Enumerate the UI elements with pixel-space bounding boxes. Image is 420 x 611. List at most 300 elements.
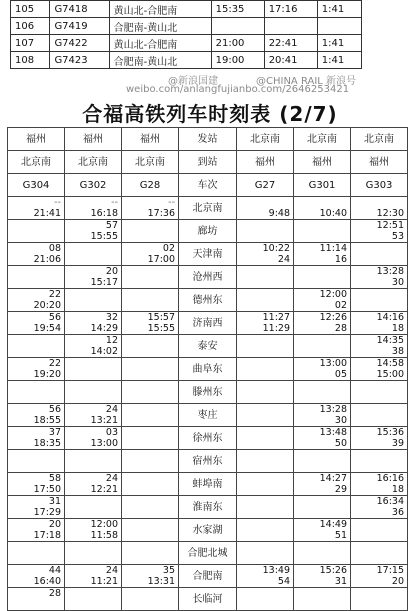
time-arrival xyxy=(240,266,290,277)
time-departure: 28 xyxy=(334,323,347,334)
station-name: 北京南 xyxy=(179,197,237,220)
time-cell xyxy=(351,243,408,266)
time-arrival: 14:58 xyxy=(376,358,404,369)
time-departure xyxy=(240,553,290,564)
station-name: 枣庄 xyxy=(179,404,237,427)
time-arrival xyxy=(11,220,61,231)
time-cell xyxy=(237,404,294,427)
time-departure: 53 xyxy=(391,231,404,242)
time-departure xyxy=(68,300,118,311)
time-cell xyxy=(122,243,179,266)
watermark-weibo-1: @新浪国建 xyxy=(168,76,218,87)
watermark-weibo-url: weibo.com/anlangfujianbo.com/2646253421 xyxy=(126,84,350,95)
header-cell: 福州 xyxy=(351,151,408,174)
time-arrival xyxy=(68,496,118,507)
time-arrival xyxy=(354,542,404,553)
time-arrival xyxy=(125,404,175,415)
time-cell xyxy=(65,381,122,404)
time-cell xyxy=(351,473,408,496)
timetable xyxy=(7,127,408,611)
time-arrival: 03 xyxy=(105,427,118,438)
time-arrival xyxy=(68,450,118,461)
time-arrival xyxy=(297,381,347,392)
time-arrival xyxy=(125,450,175,461)
time-arrival xyxy=(240,358,290,369)
top-cell-n: 105 xyxy=(11,1,50,18)
time-cell xyxy=(8,519,65,542)
time-arrival xyxy=(297,335,347,346)
time-arrival: 11:14 xyxy=(319,243,347,254)
time-cell xyxy=(294,266,351,289)
time-cell xyxy=(122,473,179,496)
time-departure: 20 xyxy=(391,576,404,587)
time-arrival xyxy=(297,266,347,277)
time-arrival: 12:00 xyxy=(319,289,347,300)
time-cell xyxy=(65,565,122,588)
time-departure: 36 xyxy=(391,507,404,518)
time-cell xyxy=(351,519,408,542)
time-cell xyxy=(351,427,408,450)
time-cell xyxy=(8,266,65,289)
time-departure: 02 xyxy=(334,300,347,311)
header-cell: G304 xyxy=(8,174,65,197)
time-cell xyxy=(122,519,179,542)
time-departure: 20:20 xyxy=(33,300,61,311)
time-departure: 21:41 xyxy=(33,208,61,219)
time-departure: 50 xyxy=(334,438,347,449)
time-cell xyxy=(294,542,351,565)
top-table-row xyxy=(11,52,362,69)
header-cell: 福州 xyxy=(294,151,351,174)
time-departure: 54 xyxy=(277,576,290,587)
time-cell xyxy=(294,220,351,243)
time-cell xyxy=(351,450,408,473)
time-cell xyxy=(122,565,179,588)
time-arrival: 13:00 xyxy=(319,358,347,369)
time-departure: 29 xyxy=(334,484,347,495)
time-departure xyxy=(297,461,347,472)
time-cell xyxy=(237,565,294,588)
time-cell xyxy=(65,289,122,312)
time-cell xyxy=(237,588,294,611)
time-cell xyxy=(351,542,408,565)
time-arrival xyxy=(240,404,290,415)
time-departure xyxy=(297,231,347,242)
time-cell xyxy=(294,427,351,450)
time-arrival xyxy=(125,335,175,346)
time-arrival xyxy=(240,220,290,231)
time-arrival: 22 xyxy=(48,289,61,300)
time-cell xyxy=(65,450,122,473)
time-cell xyxy=(294,335,351,358)
header-cell: G302 xyxy=(65,174,122,197)
time-departure xyxy=(125,415,175,426)
time-cell xyxy=(122,220,179,243)
time-arrival xyxy=(240,197,290,208)
time-cell xyxy=(294,197,351,220)
top-cell-route: 合肥南-黄山北 xyxy=(109,52,211,69)
time-cell xyxy=(122,404,179,427)
station-name: 曲阜东 xyxy=(179,358,237,381)
top-cell-arr: 20:41 xyxy=(264,52,317,69)
time-arrival: 57 xyxy=(105,220,118,231)
station-name: 合肥南 xyxy=(179,565,237,588)
time-arrival xyxy=(11,381,61,392)
time-departure: 9:48 xyxy=(268,208,290,219)
time-cell xyxy=(237,220,294,243)
time-cell xyxy=(122,427,179,450)
time-arrival xyxy=(125,381,175,392)
time-cell xyxy=(237,381,294,404)
time-cell xyxy=(294,565,351,588)
time-cell xyxy=(237,312,294,335)
time-departure xyxy=(11,392,61,403)
timetable-row xyxy=(8,404,408,427)
time-departure xyxy=(297,346,347,357)
time-arrival xyxy=(240,289,290,300)
header-cell: 福州 xyxy=(65,128,122,151)
time-cell xyxy=(65,312,122,335)
header-cell: 北京南 xyxy=(122,151,179,174)
time-cell xyxy=(237,358,294,381)
time-arrival xyxy=(125,519,175,530)
time-departure xyxy=(354,254,404,265)
time-arrival: 24 xyxy=(105,473,118,484)
time-arrival xyxy=(125,542,175,553)
header-cell: 北京南 xyxy=(65,151,122,174)
time-arrival: 35 xyxy=(162,565,175,576)
time-cell xyxy=(237,197,294,220)
time-departure: 16:18 xyxy=(90,208,118,219)
station-name: 廊坊 xyxy=(179,220,237,243)
time-departure xyxy=(297,553,347,564)
time-arrival xyxy=(354,381,404,392)
time-cell xyxy=(65,588,122,611)
time-arrival: -- xyxy=(54,197,61,208)
header-row-train-number xyxy=(8,174,408,197)
time-departure xyxy=(297,507,347,518)
time-departure xyxy=(240,484,290,495)
timetable-row xyxy=(8,312,408,335)
time-departure: 51 xyxy=(334,530,347,541)
time-cell xyxy=(8,588,65,611)
top-cell-dep: 15:35 xyxy=(211,1,264,18)
time-cell xyxy=(294,473,351,496)
time-departure xyxy=(240,231,290,242)
time-cell xyxy=(294,381,351,404)
time-cell xyxy=(237,519,294,542)
timetable-row xyxy=(8,542,408,565)
time-arrival xyxy=(354,243,404,254)
time-departure: 17:00 xyxy=(147,254,175,265)
time-arrival: -- xyxy=(168,197,175,208)
time-arrival: 13:49 xyxy=(262,565,290,576)
time-departure: 16:40 xyxy=(33,576,61,587)
station-name: 天津南 xyxy=(179,243,237,266)
time-departure xyxy=(125,392,175,403)
timetable-row xyxy=(8,197,408,220)
top-cell-dep: 19:00 xyxy=(211,52,264,69)
time-arrival xyxy=(354,519,404,530)
time-departure: 12:21 xyxy=(90,484,118,495)
station-name: 沧州西 xyxy=(179,266,237,289)
time-departure xyxy=(354,461,404,472)
header-cell: 福州 xyxy=(8,128,65,151)
time-departure: 31 xyxy=(334,576,347,587)
time-departure xyxy=(11,553,61,564)
time-departure xyxy=(240,300,290,311)
time-arrival xyxy=(125,588,175,599)
time-cell xyxy=(8,197,65,220)
time-cell xyxy=(8,542,65,565)
time-arrival xyxy=(125,289,175,300)
time-departure xyxy=(240,277,290,288)
time-arrival: 15:57 xyxy=(147,312,175,323)
time-departure: 18:55 xyxy=(33,415,61,426)
top-cell-n: 106 xyxy=(11,18,50,35)
station-name: 济南西 xyxy=(179,312,237,335)
time-arrival: 56 xyxy=(48,404,61,415)
time-cell xyxy=(351,197,408,220)
time-cell xyxy=(65,358,122,381)
time-arrival: 12:51 xyxy=(376,220,404,231)
time-cell xyxy=(237,243,294,266)
time-cell xyxy=(65,220,122,243)
time-arrival: 44 xyxy=(48,565,61,576)
time-departure xyxy=(240,461,290,472)
header-cell: 车次 xyxy=(179,174,237,197)
time-cell xyxy=(8,496,65,519)
previous-page-table xyxy=(10,0,362,69)
timetable-row xyxy=(8,427,408,450)
time-arrival: 58 xyxy=(48,473,61,484)
timetable-row xyxy=(8,358,408,381)
time-arrival xyxy=(240,381,290,392)
time-departure: 18 xyxy=(391,323,404,334)
time-departure: 39 xyxy=(391,438,404,449)
time-arrival xyxy=(11,266,61,277)
top-cell-n: 107 xyxy=(11,35,50,52)
time-arrival: 28 xyxy=(48,588,61,599)
station-name: 宿州东 xyxy=(179,450,237,473)
time-arrival xyxy=(11,542,61,553)
time-departure xyxy=(354,415,404,426)
station-name: 滕州东 xyxy=(179,381,237,404)
time-cell xyxy=(65,473,122,496)
time-arrival: 13:28 xyxy=(376,266,404,277)
time-arrival: 56 xyxy=(48,312,61,323)
time-departure: 13:31 xyxy=(147,576,175,587)
station-name: 淮南东 xyxy=(179,496,237,519)
time-cell xyxy=(237,335,294,358)
time-departure: 11:29 xyxy=(262,323,290,334)
time-arrival xyxy=(125,473,175,484)
time-departure: 16 xyxy=(334,254,347,265)
time-arrival xyxy=(68,542,118,553)
time-cell xyxy=(8,473,65,496)
header-cell: G27 xyxy=(237,174,294,197)
top-cell-dur: 1:41 xyxy=(317,52,361,69)
top-cell-train: G7418 xyxy=(50,1,109,18)
time-departure xyxy=(240,599,290,610)
time-arrival xyxy=(68,358,118,369)
time-cell xyxy=(8,243,65,266)
time-arrival xyxy=(240,519,290,530)
time-departure: 11:21 xyxy=(90,576,118,587)
header-cell: 福州 xyxy=(237,151,294,174)
time-departure: 30 xyxy=(334,415,347,426)
time-arrival xyxy=(240,450,290,461)
page-title: 合福高铁列车时刻表 (2/7) xyxy=(82,102,338,126)
time-cell xyxy=(65,197,122,220)
timetable-row xyxy=(8,565,408,588)
time-cell xyxy=(294,496,351,519)
time-arrival xyxy=(297,588,347,599)
time-arrival xyxy=(354,289,404,300)
time-departure xyxy=(125,553,175,564)
time-arrival xyxy=(11,335,61,346)
header-cell: 北京南 xyxy=(237,128,294,151)
header-cell: G303 xyxy=(351,174,408,197)
time-cell xyxy=(65,496,122,519)
time-departure xyxy=(125,231,175,242)
time-cell xyxy=(237,427,294,450)
time-arrival xyxy=(125,266,175,277)
top-table-row xyxy=(11,1,362,18)
time-arrival xyxy=(297,542,347,553)
time-departure: 17:50 xyxy=(33,484,61,495)
top-cell-train: G7422 xyxy=(50,35,109,52)
time-arrival xyxy=(297,220,347,231)
time-arrival: 11:27 xyxy=(262,312,290,323)
time-arrival xyxy=(68,381,118,392)
time-cell xyxy=(351,358,408,381)
header-cell: G28 xyxy=(122,174,179,197)
time-cell xyxy=(122,358,179,381)
time-departure xyxy=(11,346,61,357)
time-cell xyxy=(8,335,65,358)
time-cell xyxy=(351,565,408,588)
timetable-row xyxy=(8,519,408,542)
time-cell xyxy=(122,381,179,404)
time-arrival xyxy=(354,404,404,415)
time-cell xyxy=(294,289,351,312)
time-cell xyxy=(237,289,294,312)
time-arrival: 20 xyxy=(105,266,118,277)
time-cell xyxy=(8,427,65,450)
time-departure xyxy=(11,599,61,610)
time-departure xyxy=(354,553,404,564)
time-departure xyxy=(68,254,118,265)
time-arrival: 20 xyxy=(48,519,61,530)
timetable-row xyxy=(8,496,408,519)
time-cell xyxy=(122,197,179,220)
timetable-row xyxy=(8,588,408,611)
time-departure xyxy=(354,530,404,541)
timetable-row xyxy=(8,289,408,312)
time-arrival: 14:16 xyxy=(376,312,404,323)
timetable-row xyxy=(8,266,408,289)
time-arrival xyxy=(354,450,404,461)
top-cell-dep xyxy=(211,18,264,35)
time-cell xyxy=(8,358,65,381)
time-cell xyxy=(122,450,179,473)
time-arrival xyxy=(240,335,290,346)
station-name: 徐州东 xyxy=(179,427,237,450)
time-departure xyxy=(240,530,290,541)
time-cell xyxy=(65,542,122,565)
header-row-destination xyxy=(8,151,408,174)
time-arrival: 32 xyxy=(105,312,118,323)
time-arrival: 17:15 xyxy=(376,565,404,576)
time-arrival xyxy=(125,496,175,507)
top-cell-arr: 22:41 xyxy=(264,35,317,52)
time-departure: 21:06 xyxy=(33,254,61,265)
top-table-row xyxy=(11,35,362,52)
time-cell xyxy=(237,450,294,473)
time-departure xyxy=(11,461,61,472)
time-arrival: 15:36 xyxy=(376,427,404,438)
time-departure: 10:40 xyxy=(319,208,347,219)
timetable-row xyxy=(8,450,408,473)
time-departure xyxy=(297,277,347,288)
header-cell: 福州 xyxy=(122,128,179,151)
top-cell-train: G7423 xyxy=(50,52,109,69)
time-departure: 15:00 xyxy=(376,369,404,380)
top-cell-arr xyxy=(264,18,317,35)
time-cell xyxy=(351,381,408,404)
time-arrival xyxy=(68,588,118,599)
station-name: 德州东 xyxy=(179,289,237,312)
time-arrival xyxy=(125,427,175,438)
time-arrival: -- xyxy=(111,197,118,208)
time-departure xyxy=(297,392,347,403)
time-arrival: 15:26 xyxy=(319,565,347,576)
time-departure: 19:54 xyxy=(33,323,61,334)
time-arrival xyxy=(354,588,404,599)
time-departure xyxy=(125,530,175,541)
time-cell xyxy=(8,565,65,588)
time-arrival: 24 xyxy=(105,565,118,576)
time-cell xyxy=(237,266,294,289)
time-departure: 14:02 xyxy=(90,346,118,357)
time-cell xyxy=(351,289,408,312)
time-departure xyxy=(354,392,404,403)
time-departure: 15:55 xyxy=(90,231,118,242)
station-name: 长临河 xyxy=(179,588,237,611)
time-departure xyxy=(68,392,118,403)
time-departure xyxy=(68,369,118,380)
time-departure xyxy=(125,438,175,449)
header-cell: 北京南 xyxy=(351,128,408,151)
time-departure xyxy=(240,415,290,426)
header-cell: 发站 xyxy=(179,128,237,151)
time-cell xyxy=(351,335,408,358)
time-departure xyxy=(68,507,118,518)
time-arrival xyxy=(68,289,118,300)
time-departure xyxy=(240,438,290,449)
time-departure xyxy=(240,369,290,380)
time-cell xyxy=(237,542,294,565)
time-cell xyxy=(122,266,179,289)
time-departure xyxy=(125,346,175,357)
time-departure xyxy=(297,599,347,610)
time-arrival xyxy=(297,496,347,507)
time-arrival xyxy=(125,220,175,231)
time-arrival: 13:48 xyxy=(319,427,347,438)
time-arrival: 37 xyxy=(48,427,61,438)
time-arrival xyxy=(354,197,404,208)
